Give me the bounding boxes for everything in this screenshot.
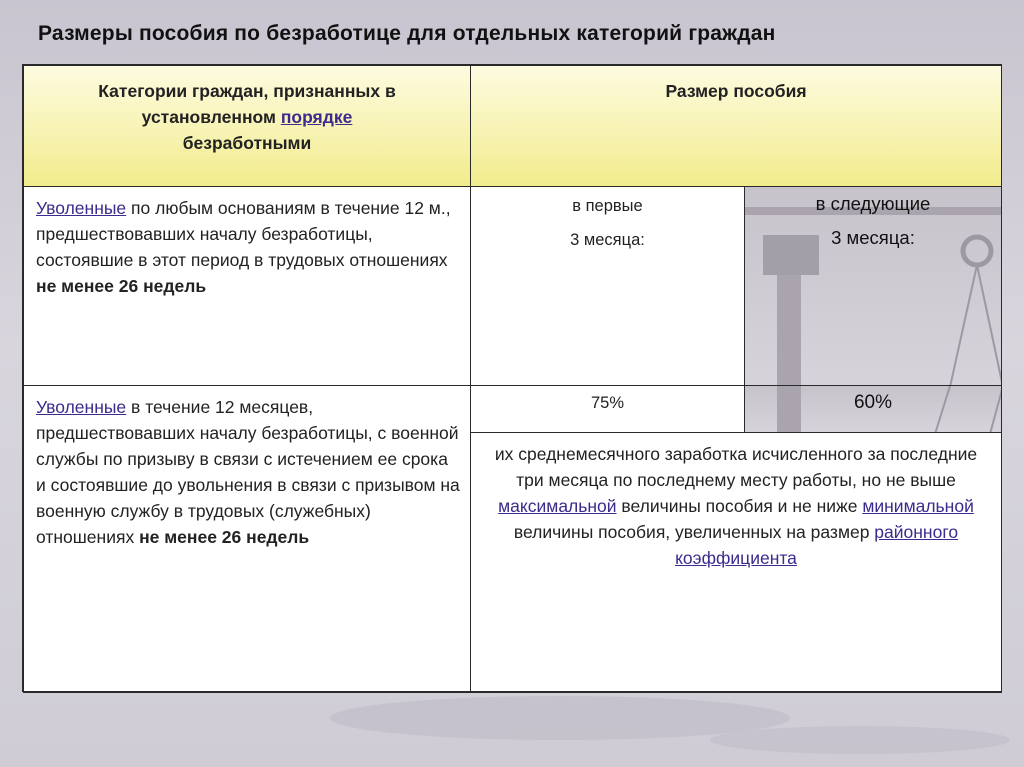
row1-next-months (744, 186, 1002, 386)
desc-part2: величины пособия и не ниже (616, 496, 863, 516)
row2-pct-first (470, 385, 745, 433)
row2-dismissed-link[interactable]: Уволенные (36, 397, 127, 417)
row1-first-months (470, 186, 745, 386)
row1-next-label: в следующие (815, 193, 931, 214)
row1-first-label: в первые (572, 197, 643, 215)
desc-part1: их среднемесячного заработка исчисленного за последние три месяца по последнему месту работы, но не выше (494, 444, 978, 490)
row1-category-text (36, 195, 460, 299)
min-benefit-link[interactable]: минимальной (862, 496, 974, 516)
pct-first-value: 75% (590, 394, 625, 412)
row2-category (23, 385, 471, 693)
header-categories (23, 65, 471, 187)
row1-category (23, 186, 471, 386)
row2-description-text (481, 441, 991, 571)
regional-coefficient-link[interactable]: районного коэффициента (675, 522, 959, 568)
header-categories-line1: Категории граждан, признанных в (98, 81, 396, 101)
procedure-link[interactable]: порядке (280, 107, 353, 127)
row2-category-body: в течение 12 месяцев, предшествовавших началу безработицы, с военной службы по призыву в связи с истечением ее срока и состоявшие до увольнения в связи с призывом на военную службу в трудовых (служебных) отношениях (36, 397, 460, 547)
row2-pct-next (744, 385, 1002, 433)
benefit-table (22, 64, 1002, 692)
row1-next-months-label: 3 месяца: (831, 227, 915, 248)
header-categories-line3: безработными (182, 133, 312, 153)
desc-part3: величины пособия, увеличенных на размер (513, 522, 875, 542)
row1-min-weeks: не менее 26 недель (36, 276, 207, 296)
header-categories-line2: установленном (141, 107, 281, 127)
row2-description (470, 432, 1002, 693)
row1-dismissed-link[interactable]: Уволенные (36, 198, 127, 218)
row1-category-body: по любым основаниям в течение 12 м., предшествовавших началу безработицы, состоявшие в этот период в трудовых отношениях (36, 198, 451, 270)
slide-title: Размеры пособия по безработице для отдельных категорий граждан (38, 22, 776, 45)
row1-first-months-label: 3 месяца: (570, 231, 645, 249)
row2-min-weeks: не менее 26 недель (139, 527, 310, 547)
pct-next-value: 60% (853, 392, 893, 413)
header-benefit-size-label: Размер пособия (665, 81, 807, 101)
max-benefit-link[interactable]: максимальной (498, 496, 617, 516)
row2-category-text (36, 394, 460, 550)
header-benefit-size (470, 65, 1002, 187)
